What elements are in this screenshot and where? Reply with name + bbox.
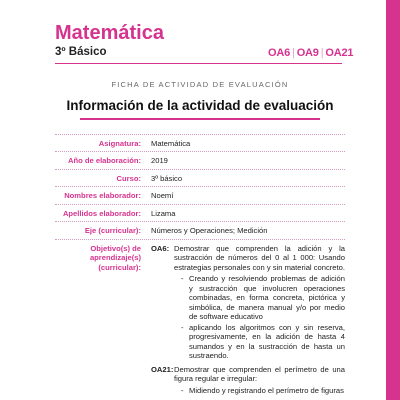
- section-title: Información de la actividad de evaluación: [66, 98, 334, 113]
- table-row-objectives: [55, 239, 345, 398]
- objective-code: OA6:: [151, 243, 170, 253]
- list-item: [181, 274, 345, 321]
- objective-item: [151, 365, 345, 384]
- row-value: Números y Operaciones; Medición: [151, 226, 268, 236]
- code-separator: |: [292, 47, 295, 59]
- grade-label: 3º Básico: [55, 46, 107, 58]
- sheet-label: FICHA DE ACTIVIDAD DE EVALUACIÓN: [111, 80, 289, 89]
- table-row: [55, 221, 345, 238]
- table-row: [55, 186, 345, 203]
- row-label: Eje (curricular):: [84, 226, 141, 236]
- code-oa9: OA9: [296, 47, 319, 59]
- objective-bullets: [181, 386, 345, 395]
- code-separator: |: [320, 47, 324, 59]
- header-divider: [55, 63, 342, 64]
- code-oa6: OA6: [268, 47, 291, 59]
- table-row: [55, 204, 345, 221]
- subject-title: Matemática: [55, 22, 164, 44]
- row-label: Apellidos elaborador:: [62, 208, 141, 218]
- list-item: [181, 323, 345, 361]
- objectives-list: [147, 240, 345, 398]
- table-row: [55, 151, 345, 168]
- bullet-text: aplicando los algoritmos con y sin reserva, progresivamente, en la adición de hasta 4 sumandos y en la sustracción de hasta un sustraendo.: [189, 322, 345, 361]
- row-value: Lizama: [151, 208, 176, 218]
- row-label: Curso:: [116, 173, 141, 183]
- list-item: [181, 386, 345, 395]
- objective-item: [151, 244, 345, 272]
- row-label: Año de elaboración:: [68, 156, 141, 166]
- code-oa21: OA21: [325, 47, 354, 59]
- row-value: 2019: [151, 156, 168, 166]
- row-label: Asignatura:: [98, 139, 141, 148]
- bullet-text: Midiendo y registrando el perímetro de figuras: [189, 385, 344, 395]
- objective-text: Demostrar que comprenden el perímetro de una figura regular e irregular:: [174, 364, 345, 384]
- decorative-side-strip: [386, 0, 400, 400]
- row-value: Matemática: [151, 139, 191, 148]
- row-value: Noemí: [151, 191, 174, 201]
- row-value: 3º básico: [151, 173, 183, 183]
- bullet-dash: -: [181, 385, 184, 395]
- bullet-dash: -: [181, 322, 184, 332]
- objective-code: OA21:: [151, 364, 174, 374]
- title-underline: [80, 118, 320, 120]
- bullet-dash: -: [181, 274, 184, 284]
- table-row: [55, 169, 345, 186]
- table-row: [55, 134, 345, 151]
- objective-codes: [268, 47, 353, 59]
- bullet-text: Creando y resolviendo problemas de adición y sustracción que involucren operaciones combinadas, en forma concreta, pictórica y simbólica, de manera manual y/o por medio de software educativo: [189, 274, 345, 322]
- row-label: Nombres elaborador:: [64, 191, 141, 201]
- objective-bullets: [181, 274, 345, 360]
- info-table: [55, 134, 345, 398]
- row-label: Objetivo(s) de aprendizaje(s) (curricular):: [89, 243, 141, 272]
- objective-text: Demostrar que comprenden la adición y la sustracción de números del 0 al 1 000: Usando estrategias personales con y sin material concreto.: [174, 243, 345, 272]
